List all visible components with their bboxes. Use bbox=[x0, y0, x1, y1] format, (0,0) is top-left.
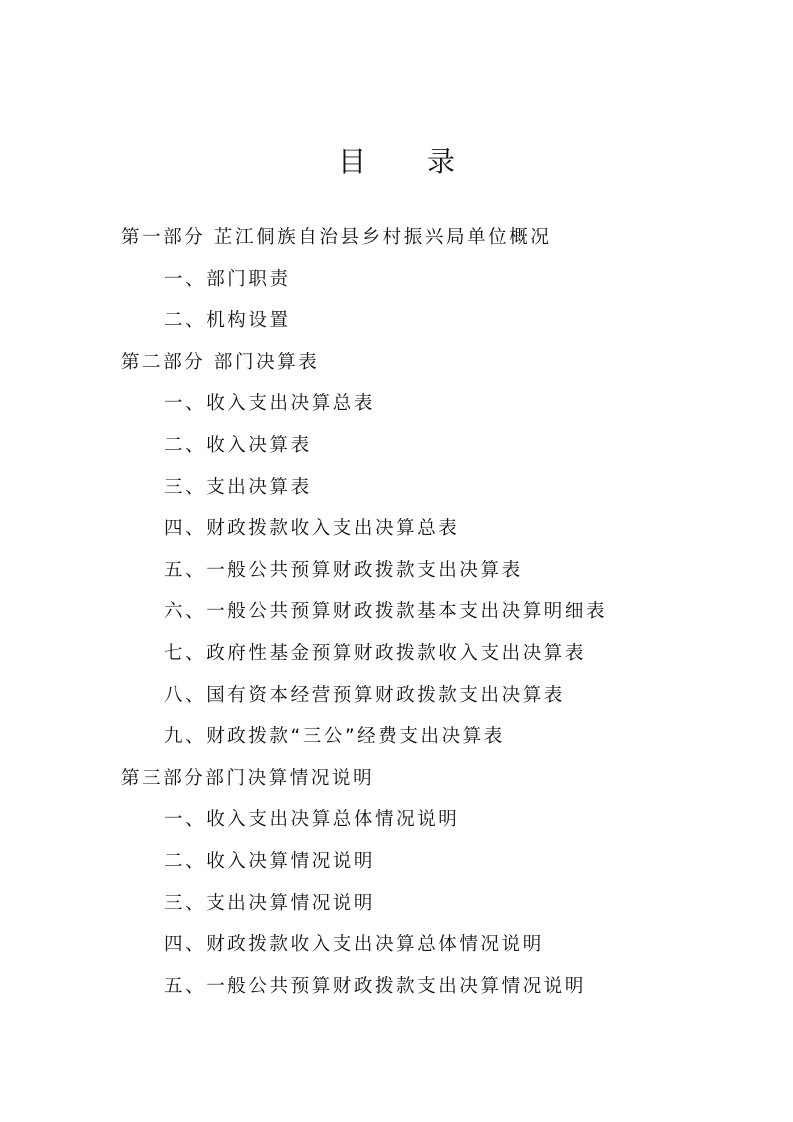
toc-part-heading: 第一部分 芷江侗族自治县乡村振兴局单位概况 bbox=[121, 227, 552, 248]
page-title: 目 录 bbox=[338, 145, 481, 178]
toc-entry: 四、财政拨款收入支出决算总体情况说明 bbox=[164, 934, 544, 955]
toc-entry: 六、一般公共预算财政拨款基本支出决算明细表 bbox=[164, 601, 608, 622]
toc-entry: 二、收入决算情况说明 bbox=[164, 851, 376, 872]
toc-entry: 七、政府性基金预算财政拨款收入支出决算表 bbox=[164, 643, 587, 664]
toc-entry: 一、收入支出决算总表 bbox=[164, 393, 376, 414]
toc-entry: 四、财政拨款收入支出决算总表 bbox=[164, 518, 460, 539]
toc-part-heading: 第二部分 部门决算表 bbox=[121, 352, 320, 373]
toc-entry: 一、收入支出决算总体情况说明 bbox=[164, 809, 460, 830]
toc-entry: 一、部门职责 bbox=[164, 269, 291, 290]
toc-entry: 九、财政拨款“三公”经费支出决算表 bbox=[164, 726, 505, 747]
toc-entry: 三、支出决算表 bbox=[164, 477, 312, 498]
toc-entry: 三、支出决算情况说明 bbox=[164, 893, 376, 914]
toc-entry: 八、国有资本经营预算财政拨款支出决算表 bbox=[164, 685, 565, 706]
toc-entry: 五、一般公共预算财政拨款支出决算情况说明 bbox=[164, 976, 587, 997]
toc-entry: 二、收入决算表 bbox=[164, 435, 312, 456]
toc-part-heading: 第三部分部门决算情况说明 bbox=[121, 768, 375, 789]
toc-entry: 二、机构设置 bbox=[164, 310, 291, 331]
toc-entry: 五、一般公共预算财政拨款支出决算表 bbox=[164, 560, 523, 581]
